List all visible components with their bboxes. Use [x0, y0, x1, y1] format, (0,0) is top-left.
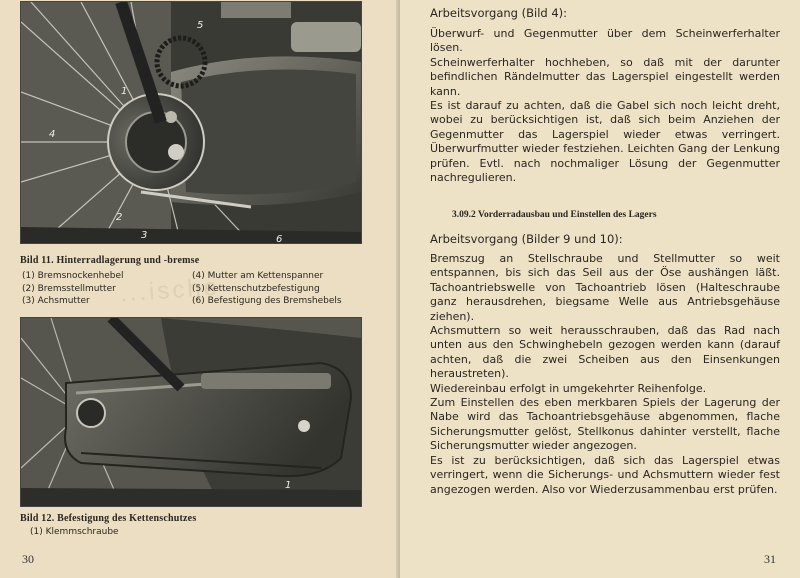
figure-2-legend — [22, 526, 372, 539]
photo-rear-wheel-brake — [20, 1, 362, 244]
paragraph: Zum Einstellen des eben merkbaren Spiels der Lagerung der Nabe wird das Tachoantriebsgehäuse abgenommen, flache Sicherungsmutter gelöst, Stellkonus dahinter verstellt, flache Sicherungsmutter wieder angezogen. — [430, 396, 780, 453]
paragraph: Überwurf- und Gegenmutter über dem Scheinwerferhalter lösen. — [430, 27, 780, 55]
legend-item: (6) Befestigung des Bremshebels — [192, 296, 342, 307]
procedure-text-1 — [430, 27, 780, 185]
procedure-heading-2: Arbeitsvorgang (Bilder 9 und 10): — [430, 232, 623, 246]
legend-item: (2) Bremsstellmutter — [22, 283, 116, 294]
photo-number-5: 5 — [197, 20, 204, 31]
photo-number-4: 4 — [49, 129, 56, 140]
paragraph: Es ist zu berücksichtigen, daß sich das Lagerspiel etwas verringert, wenn die Sicherungs- und Achsmuttern wieder fest angezogen werden. Also vor Wiederzusammenbau erst prüfen. — [430, 453, 780, 496]
photo-number-3: 3 — [141, 230, 148, 241]
legend-item: (4) Mutter am Kettenspanner — [192, 271, 324, 282]
page-number-left: 30 — [22, 552, 34, 566]
legend-item: (1) Bremsnockenhebel — [22, 271, 124, 282]
figure-2-title: Bild 12. Befestigung des Kettenschutzes — [20, 513, 197, 524]
photo-number-2: 2 — [116, 212, 123, 223]
paragraph: Wiedereinbau erfolgt in umgekehrter Reihenfolge. — [430, 381, 707, 395]
legend-item: (3) Achsmutter — [22, 296, 90, 307]
figure-1-title: Bild 11. Hinterradlagerung und -bremse — [20, 255, 200, 266]
paragraph: Es ist darauf zu achten, daß die Gabel sich noch leicht dreht, wobei zu berücksichtigen ist, daß sich beim Anziehen der Gegenmutter das Lagerspiel wieder etwas verringert. Überwurfmutter wieder festziehen. Leichten Gang der Lenkung prüfen. Evtl. nach nochmaliger Lösung der Gegenmutter nachregulieren. — [430, 99, 780, 185]
photo-number-1: 1 — [285, 480, 292, 491]
photo-number-1: 1 — [121, 86, 128, 97]
watermark: ...ische — [119, 273, 221, 308]
paragraph: Scheinwerferhalter hochheben, so daß mit der darunter befindlichen Rändelmutter das Lagerspiel eingestellt werden kann. — [430, 55, 780, 98]
paragraph: Bremszug an Stellschraube und Stellmutter so weit entspannen, bis sich das Seil aus der Öse aushängen läßt. Tachoantriebswelle von Tachoantrieb lösen (Halteschraube ganz herausdrehen, biegsame Welle aus Antriebsgehäuse ziehen). — [430, 252, 780, 323]
legend-row — [22, 526, 372, 539]
photo-number-6: 6 — [276, 234, 283, 243]
photo-chain-guard — [20, 317, 362, 507]
legend-item: (1) Klemmschraube — [30, 527, 119, 538]
paragraph: Achsmuttern so weit herausschrauben, daß das Rad nach unten aus den Schwinghebeln gezogen werden kann (darauf achten, daß die zwei Scheiben aus den Einsenkungen heraustreten). — [430, 324, 780, 381]
procedure-heading-1: Arbeitsvorgang (Bild 4): — [430, 6, 568, 20]
legend-item: (5) Kettenschutzbefestigung — [192, 283, 320, 294]
page-number-right: 31 — [764, 552, 776, 566]
section-subheading: 3.09.2 Vorderradausbau und Einstellen des Lagers — [452, 210, 657, 220]
procedure-text-2 — [430, 252, 780, 497]
